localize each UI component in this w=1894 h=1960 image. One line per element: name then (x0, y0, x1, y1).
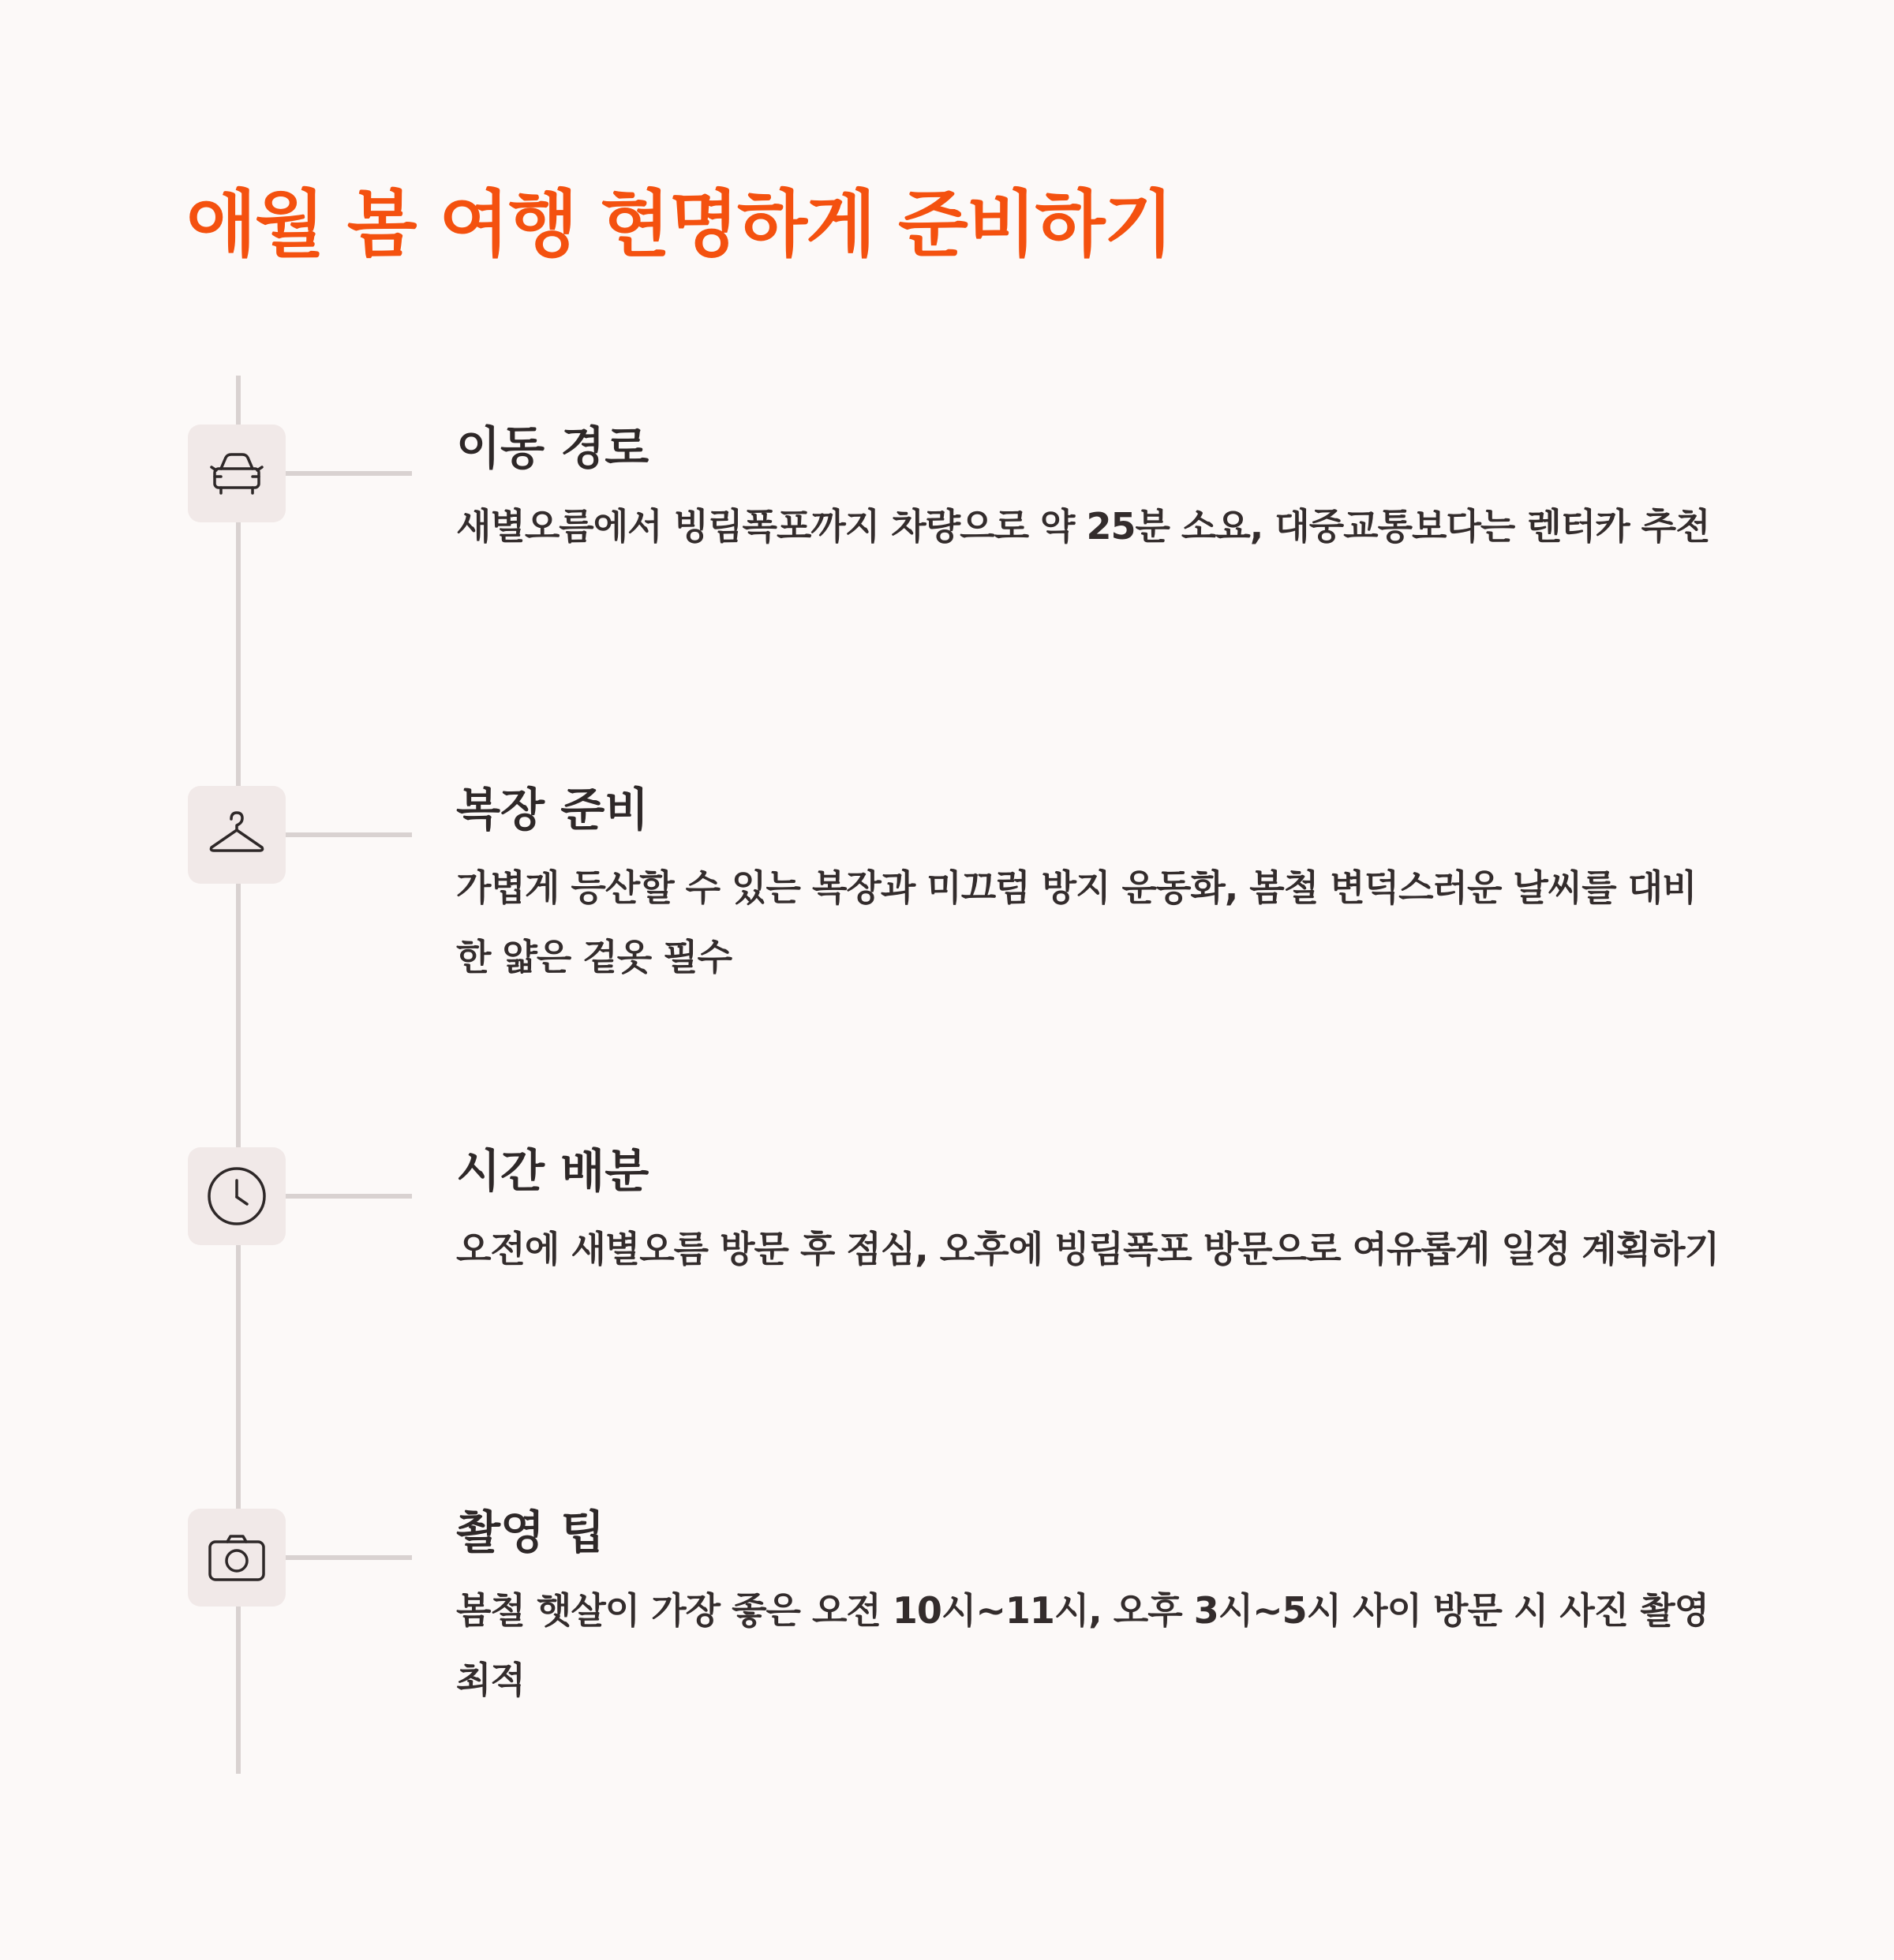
icon-box (188, 1509, 286, 1607)
icon-box (188, 786, 286, 884)
icon-box (188, 1147, 286, 1245)
icon-box (188, 425, 286, 522)
step-description: 새별오름에서 빙림폭포까지 차량으로 약 25분 소요, 대중교통보다는 렌터카 추천 (456, 505, 1710, 548)
camera-icon (204, 1524, 270, 1591)
timeline-step (0, 377, 1894, 693)
connector-line (286, 1194, 412, 1199)
step-title: 복장 준비 (456, 783, 649, 836)
step-title: 이동 경로 (456, 421, 649, 475)
connector-line (286, 1555, 412, 1560)
step-title: 시간 배분 (456, 1144, 649, 1198)
timeline-step (0, 1461, 1894, 1777)
clock-icon (204, 1163, 270, 1229)
step-description: 가볍게 등산할 수 있는 복장과 미끄럼 방지 운동화, 봄철 변덕스러운 날씨를 대비한 얇은 겉옷 필수 (456, 866, 1697, 978)
step-description: 오전에 새별오름 방문 후 점심, 오후에 빙림폭포 방문으로 여유롭게 일정 계획하기 (456, 1228, 1720, 1270)
timeline-step (0, 1100, 1894, 1416)
connector-line (286, 471, 412, 476)
step-title: 촬영 팁 (456, 1506, 605, 1559)
connector-line (286, 832, 412, 837)
hanger-icon (204, 802, 270, 868)
timeline-step (0, 739, 1894, 1054)
page-title: 애월 봄 여행 현명하게 준비하기 (186, 182, 1173, 267)
step-description: 봄철 햇살이 가장 좋은 오전 10시~11시, 오후 3시~5시 사이 방문 시 사진 촬영 최적 (456, 1589, 1709, 1701)
car-icon (204, 440, 270, 507)
